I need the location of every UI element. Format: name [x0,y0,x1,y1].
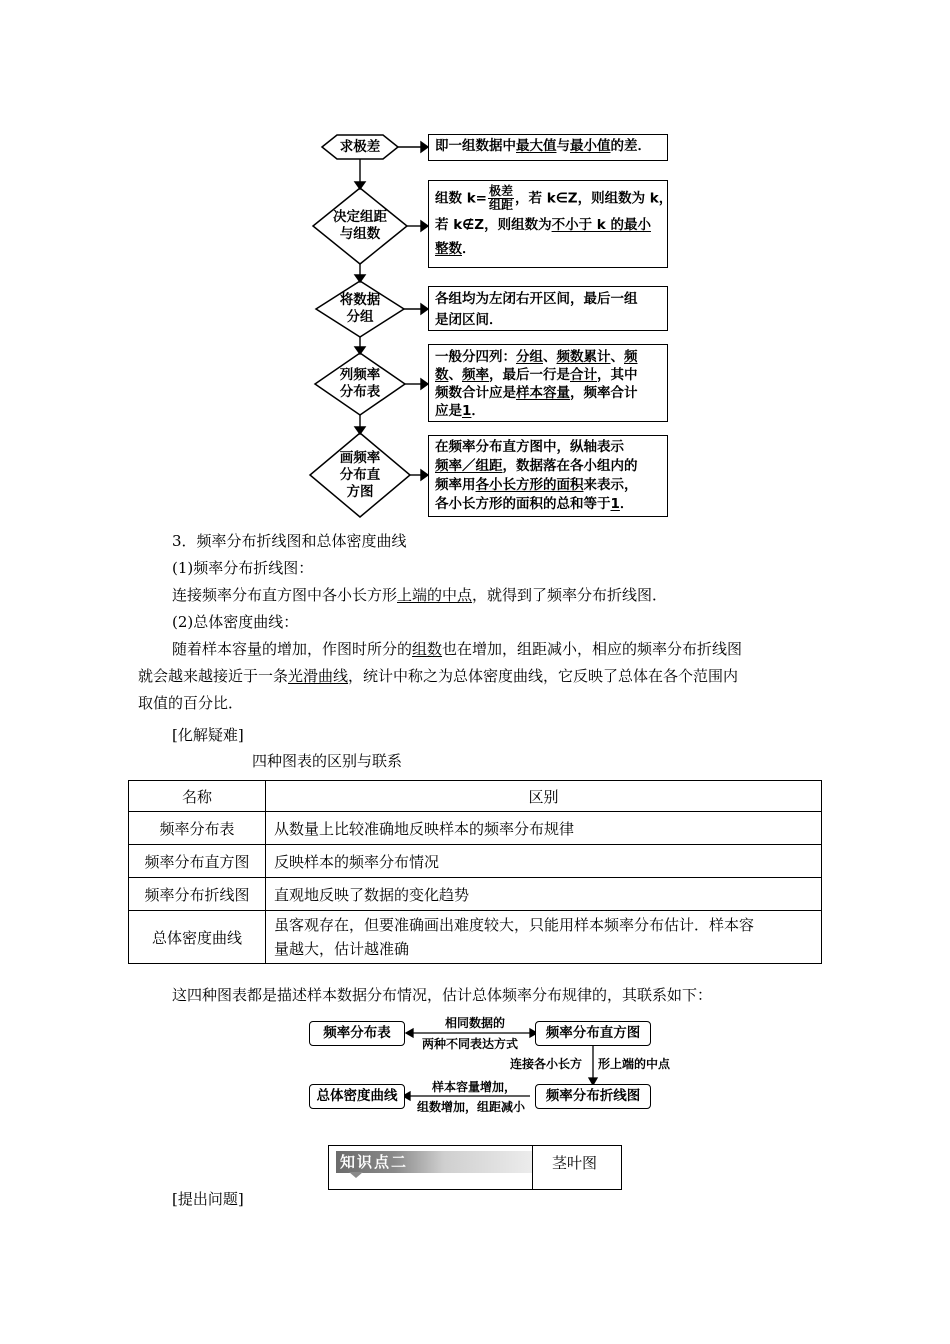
box4-l3-post: ，频率合计 [570,385,638,401]
p1-u: 上端的中点 [397,586,473,604]
fraction-denominator: 组距 [489,198,514,212]
relation-box-table: 频率分布表 [309,1021,405,1046]
flow-box-groups [428,180,673,268]
box4-l3-u: 样本容量 [516,385,570,401]
row-desc: 直观地反映了数据的变化趋势 [266,878,822,911]
relation-label-top-2: 两种不同表达方式 [421,1037,518,1051]
step-label-5-line-3: 方图 [346,484,374,500]
section3-sub1: (1)频率分布折线图： [172,559,314,577]
relation-box-polyline: 频率分布折线图 [535,1084,651,1109]
step-label-3 [320,292,400,326]
box5-l3-post: 来表示， [583,477,638,493]
relation-box-density: 总体密度曲线 [309,1084,405,1109]
box3-line1: 各组均为左闭右开区间，最后一组 [435,291,638,307]
step-label-5 [320,450,400,501]
box5-l3-pre: 频率用 [435,477,476,493]
box4-l1-s1: 、 [543,349,557,365]
flow-box-freq-table [428,344,668,422]
box1-post: 的差． [610,138,651,154]
resolve-tag: [化解疑难] [172,726,244,744]
section3-heading: 3．频率分布折线图和总体密度曲线 [172,532,407,550]
box4-l2-mid: ，最后一行是 [489,367,570,383]
relation-label-bottom-2: 组数增加，组距减小 [416,1100,525,1114]
step-label-2-line-2: 与组数 [339,226,381,242]
box4-l1-pre: 一般分四列： [435,349,516,365]
row-name: 频率分布直方图 [129,845,266,878]
box2-line2-pre: 若 k∉Z，则组数为 [435,217,552,233]
p2-l1-post: 也在增加，组距减小，相应的频率分布折线图 [442,640,743,658]
p2-l2-u: 光滑曲线 [288,667,349,685]
fraction-numerator: 极差 [489,184,514,198]
step-label-2 [320,209,400,243]
flow-box-grouping [428,286,668,331]
flow-box-histogram [428,435,668,517]
relation-label-top-1: 相同数据的 [444,1016,505,1030]
section3-sub2: (2)总体密度曲线： [172,613,299,631]
box1-min: 最小值 [570,138,611,154]
table-row [129,812,822,845]
relation-label-bottom-1: 样本容量增加， [431,1080,516,1094]
box1-pre: 即一组数据中 [435,138,516,154]
step-label-4-line-1: 列频率 [339,367,381,383]
section3-paragraph2-line3: 取值的百分比． [138,694,244,712]
header-name: 名称 [129,781,266,812]
box3-line2: 是闭区间． [435,312,503,328]
header-difference: 区别 [266,781,822,812]
knowledge-point-tag: 知识点二 [340,1153,409,1171]
box2-line2-u: 不小于 k 的最小 [551,217,651,233]
range-over-width-fraction [488,185,514,212]
step-label-3-line-2: 分组 [346,309,374,325]
step-label-5-line-1: 画频率 [339,450,381,466]
step-label-2-line-1: 决定组距 [333,209,387,225]
table-row [129,845,822,878]
p2-l1-u: 组数 [412,640,443,658]
row-name: 频率分布表 [129,812,266,845]
relation-intro: 这四种图表都是描述样本数据分布情况，估计总体频率分布规律的，其联系如下： [172,986,713,1004]
row-desc: 从数量上比较准确地反映样本的频率分布规律 [266,812,822,845]
box1-max: 最大值 [516,138,557,154]
box2-line3-u: 整数 [435,241,462,257]
box5-l3-u: 各小长方形的面积 [475,477,584,493]
p1-pre: 连接频率分布直方图中各小长方形 [172,586,398,604]
box4-l3-pre: 频数合计应是 [435,385,516,401]
box2-post1: ，若 k∈Z，则组数为 k， [515,190,673,207]
row-desc-line-1: 虽客观存在，但要准确画出难度较大，只能用样本频率分布估计．样本容 [274,916,755,934]
table-row [129,878,822,911]
box4-l2-s1: 、 [448,367,462,383]
box4-l1-s2: 、 [610,349,624,365]
box4-l4-u: 1 [462,403,472,419]
row-desc [266,911,822,964]
box4-l4-post: ． [471,403,485,419]
table-title: 四种图表的区别与联系 [252,752,403,770]
box2-pre: 组数 k= [435,190,487,207]
step-label-5-line-2: 分布直 [339,467,381,483]
knowledge-point-title: 茎叶图 [552,1154,598,1172]
step-label-3-line-1: 将数据 [339,292,381,308]
horizontal-arrows [398,142,428,480]
box5-l4-u: 1 [610,496,620,512]
relation-box-histogram: 频率分布直方图 [535,1021,651,1046]
row-name: 频率分布折线图 [129,878,266,911]
p2-l2-pre: 就会越来越接近于一条 [138,667,289,685]
relation-label-right-a: 连接各小长方 [510,1057,583,1071]
section3-paragraph2-line2 [138,665,738,687]
box5-l2-u: 频率／组距 [435,458,503,474]
box2-line3-post: ． [462,241,476,257]
p1-post: ，就得到了频率分布折线图． [472,586,668,604]
tag-pointer-icon [349,1172,363,1180]
p2-l1-pre: 随着样本容量的增加，作图时所分的 [172,640,413,658]
row-desc: 反映样本的频率分布情况 [266,845,822,878]
box4-l2-u3: 合计 [570,367,597,383]
box4-l2-u1: 数 [435,367,449,383]
section3-paragraph2-line1 [172,638,742,660]
step-label-4-line-2: 分布表 [339,384,381,400]
step-label-4 [320,367,400,401]
box4-l1-u1: 分组 [516,349,543,365]
step-label-1: 求极差 [339,139,381,155]
relation-label-right-b: 形上端的中点 [598,1057,671,1071]
box4-l1-u3: 频 [624,349,638,365]
knowledge-point-divider [532,1145,533,1190]
row-name: 总体密度曲线 [129,911,266,964]
box5-l2-post: ，数据落在各小组内的 [502,458,638,474]
comparison-table [128,780,822,964]
p2-l2-post: ，统计中称之为总体密度曲线，它反映了总体在各个范围内 [348,667,739,685]
flow-box-range [428,134,668,161]
footer-tag: [提出问题] [172,1190,244,1208]
box5-l1: 在频率分布直方图中，纵轴表示 [435,439,624,455]
box4-l1-u2: 频数累计 [556,349,611,365]
table-row [129,911,822,964]
table-header-row [129,781,822,812]
box4-l4-pre: 应是 [435,403,462,419]
section3-paragraph1 [172,584,667,606]
box1-mid: 与 [556,138,570,154]
row-desc-line-2: 量越大，估计越准确 [274,940,410,958]
box5-l4-post: ． [619,496,634,512]
box4-l2-post: ，其中 [597,367,638,383]
box5-l4-pre: 各小长方形的面积的总和等于 [435,496,611,512]
box4-l2-u2: 频率 [462,367,489,383]
